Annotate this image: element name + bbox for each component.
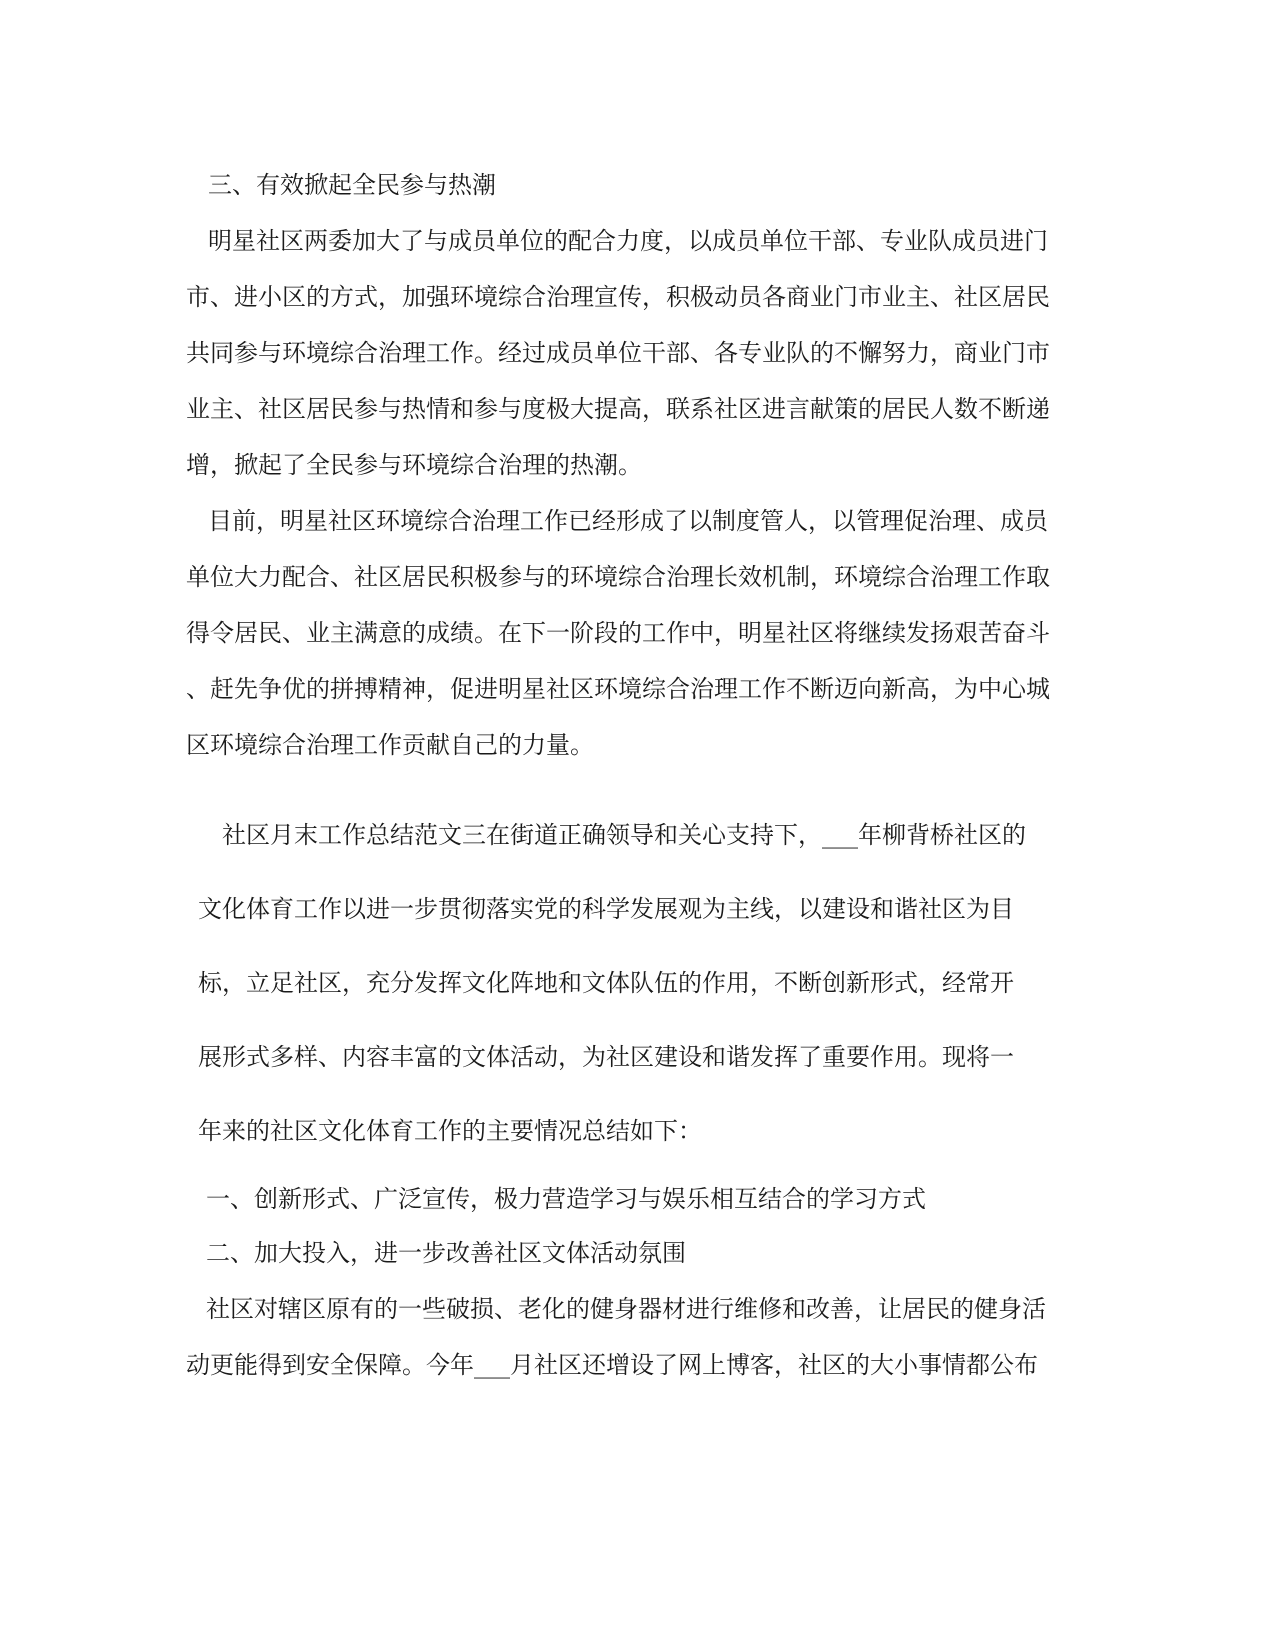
paragraph-line: 社区月末工作总结范文三在街道正确领导和关心支持下，___年柳背桥社区的 <box>222 821 1026 849</box>
paragraph-line: 社区对辖区原有的一些破损、老化的健身器材进行维修和改善，让居民的健身活 <box>206 1295 1046 1323</box>
paragraph-line: 目前，明星社区环境综合治理工作已经形成了以制度管人，以管理促治理、成员 <box>208 507 1048 535</box>
paragraph-line: 增，掀起了全民参与环境综合治理的热潮。 <box>186 451 642 479</box>
paragraph-line: 明星社区两委加大了与成员单位的配合力度，以成员单位干部、专业队成员进门 <box>208 227 1048 255</box>
paragraph-line: 文化体育工作以进一步贯彻落实党的科学发展观为主线，以建设和谐社区为目 <box>198 895 1014 923</box>
paragraph-line: 标，立足社区，充分发挥文化阵地和文体队伍的作用，不断创新形式，经常开 <box>198 969 1014 997</box>
paragraph-line: 业主、社区居民参与热情和参与度极大提高，联系社区进言献策的居民人数不断递 <box>186 395 1050 423</box>
section-heading: 二、加大投入，进一步改善社区文体活动氛围 <box>206 1239 686 1267</box>
section-heading: 一、创新形式、广泛宣传，极力营造学习与娱乐相互结合的学习方式 <box>206 1185 926 1213</box>
paragraph-line: 、赶先争优的拼搏精神，促进明星社区环境综合治理工作不断迈向新高，为中心城 <box>186 675 1050 703</box>
paragraph-line: 年来的社区文化体育工作的主要情况总结如下： <box>198 1117 702 1145</box>
paragraph-line: 单位大力配合、社区居民积极参与的环境综合治理长效机制，环境综合治理工作取 <box>186 563 1050 591</box>
paragraph-line: 市、进小区的方式，加强环境综合治理宣传，积极动员各商业门市业主、社区居民 <box>186 283 1050 311</box>
paragraph-line: 展形式多样、内容丰富的文体活动，为社区建设和谐发挥了重要作用。现将一 <box>198 1043 1014 1071</box>
paragraph-line: 动更能得到安全保障。今年___月社区还增设了网上博客，社区的大小事情都公布 <box>186 1351 1038 1379</box>
paragraph-line: 得令居民、业主满意的成绩。在下一阶段的工作中，明星社区将继续发扬艰苦奋斗 <box>186 619 1050 647</box>
paragraph-line: 共同参与环境综合治理工作。经过成员单位干部、各专业队的不懈努力，商业门市 <box>186 339 1050 367</box>
paragraph-line: 区环境综合治理工作贡献自己的力量。 <box>186 731 594 759</box>
section-heading: 三、有效掀起全民参与热潮 <box>208 171 496 199</box>
